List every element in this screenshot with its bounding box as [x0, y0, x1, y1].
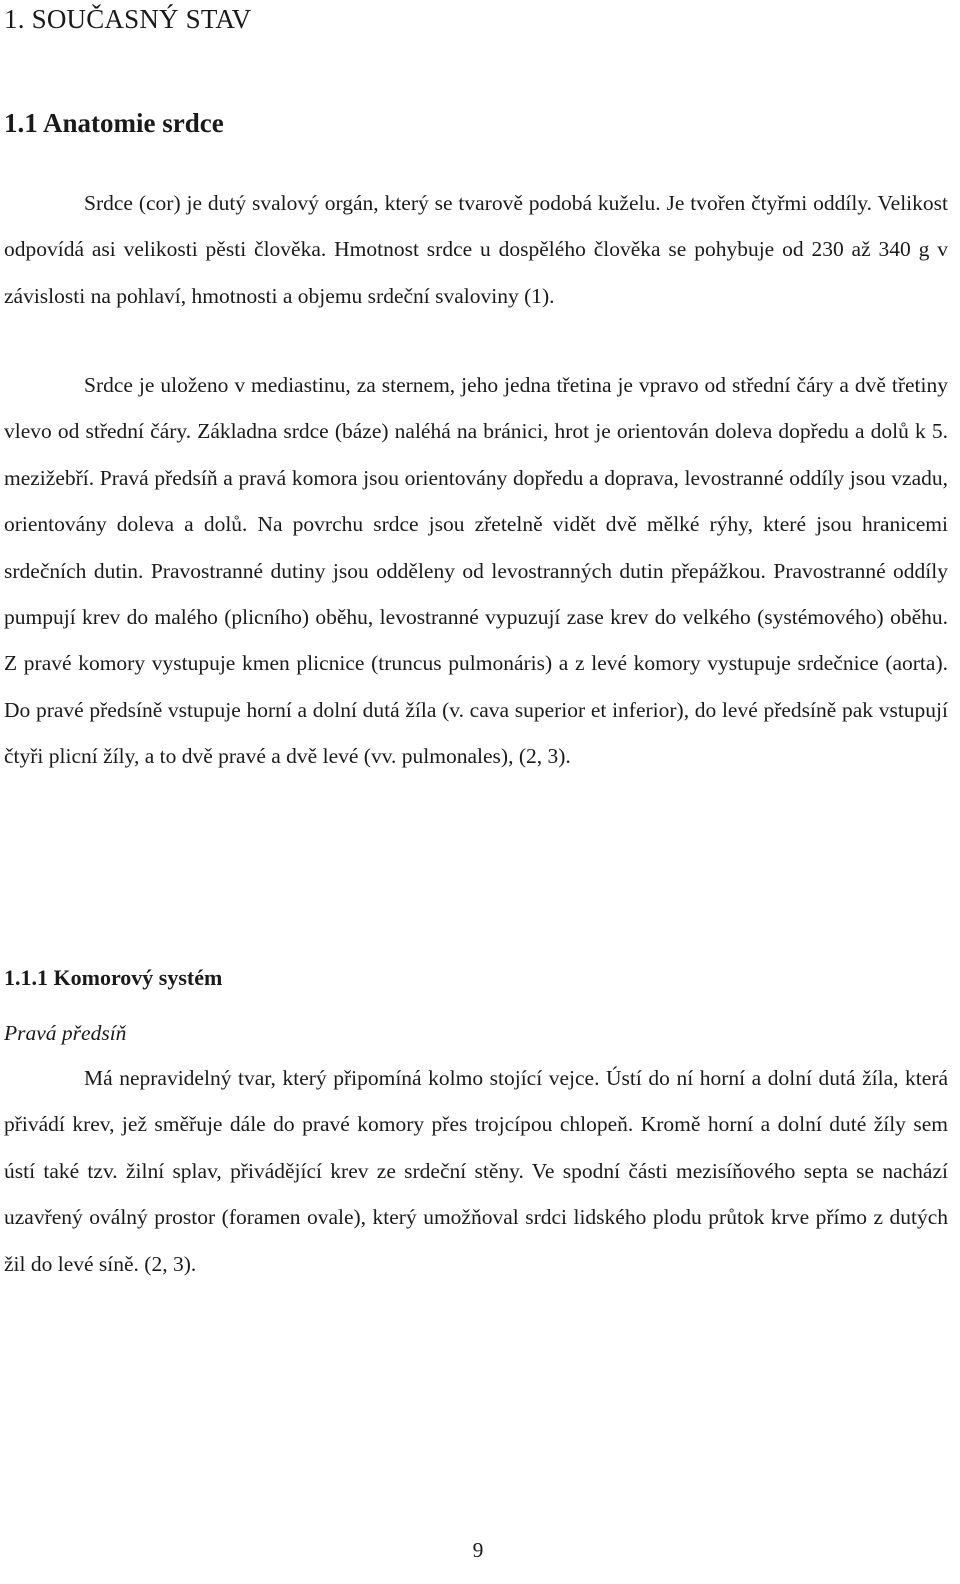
- subsection-heading: 1.1.1 Komorový systém: [4, 965, 223, 990]
- paragraph-intro: Srdce (cor) je dutý svalový orgán, který se tvarově podobá kuželu. Je tvořen čtyřmi oddíly. Velikost odpovídá asi velikosti pěsti člověka. Hmotnost srdce u dospělého člověka se pohybuje od 230 až 340 g v závislosti na pohlaví, hmotnosti a objemu srdeční svaloviny (1).: [4, 191, 948, 308]
- page-number: 9: [472, 1538, 484, 1562]
- paragraph-position: Srdce je uloženo v mediastinu, za sternem, jeho jedna třetina je vpravo od střední čáry a dvě třetiny vlevo od střední čáry. Základna srdce (báze) naléhá na bránici, hrot je orientován doleva dopředu a dolů k 5. mezižebří. Pravá předsíň a pravá komora jsou orientovány dopředu a doprava, levostranné oddíly jsou vzadu, orientovány doleva a dolů. Na povrchu srdce jsou zřetelně vidět dvě mělké rýhy, které jsou hranicemi srdečních dutin. Pravostranné dutiny jsou odděleny od levostranných dutin přepážkou. Pravostranné oddíly pumpují krev do malého (plicního) oběhu, levostranné vypuzují zase krev do velkého (systémového) oběhu. Z pravé komory vystupuje kmen plicnice (truncus pulmonáris) a z levé komory vystupuje srdečnice (aorta). Do pravé předsíně vstupuje horní a dolní dutá žíla (v. cava superior et inferior), do levé předsíně pak vstupují čtyři plicní žíly, a to dvě pravé a dvě levé (vv. pulmonales), (2, 3).: [4, 373, 948, 769]
- paragraph-right-atrium: Má nepravidelný tvar, který připomíná kolmo stojící vejce. Ústí do ní horní a dolní dutá žíla, která přivádí krev, jež směřuje dále do pravé komory přes trojcípou chlopeň. Kromě horní a dolní duté žíly sem ústí také tzv. žilní splav, přivádějící krev ze srdeční stěny. Ve spodní části mezisíňového septa se nachází uzavřený oválný prostor (foramen ovale), který umožňoval srdci lidského plodu průtok krve přímo z dutých žil do levé síně. (2, 3).: [4, 1066, 948, 1276]
- italic-subheading: Pravá předsíň: [4, 1021, 127, 1045]
- chapter-heading: 1. SOUČASNÝ STAV: [4, 4, 252, 34]
- section-heading: 1.1 Anatomie srdce: [4, 108, 224, 138]
